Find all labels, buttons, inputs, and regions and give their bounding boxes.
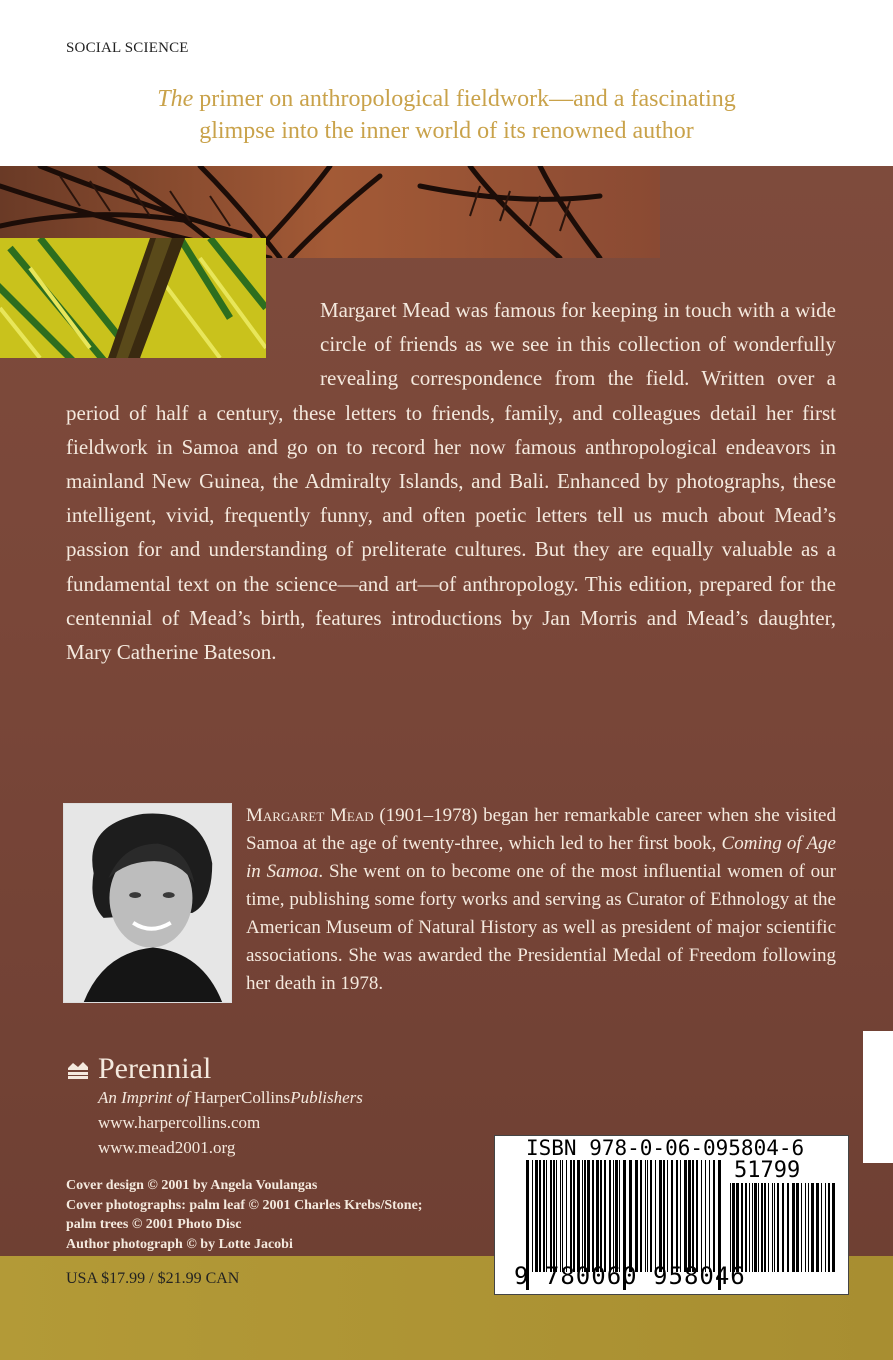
barcode-bar xyxy=(811,1183,814,1272)
barcode-bar xyxy=(562,1160,563,1272)
author-name: Margaret Mead xyxy=(246,805,374,826)
barcode-bar xyxy=(613,1160,614,1272)
barcode-bar xyxy=(604,1160,606,1272)
barcode-bar xyxy=(587,1160,590,1272)
barcode-bar xyxy=(832,1183,835,1272)
barcode-bar xyxy=(741,1183,743,1272)
barcode-bar xyxy=(787,1183,789,1272)
barcode-bar xyxy=(782,1183,784,1272)
credit-line: Author photograph © by Lotte Jacobi xyxy=(66,1236,293,1252)
website-mead2001: www.mead2001.org xyxy=(98,1138,236,1157)
barcode-bar xyxy=(645,1160,646,1272)
credit-line: Cover design © 2001 by Angela Voulangas xyxy=(66,1178,318,1193)
barcode-bar xyxy=(556,1160,557,1272)
barcode-bar xyxy=(680,1160,681,1272)
barcode-bar xyxy=(663,1160,665,1272)
barcode-bar xyxy=(774,1183,775,1272)
barcode-bar xyxy=(532,1160,533,1272)
harpercollins-logo-icon xyxy=(66,1058,90,1080)
website-harpercollins: www.harpercollins.com xyxy=(98,1113,261,1132)
barcode-bar xyxy=(732,1183,735,1272)
cover-credits xyxy=(66,1176,422,1254)
barcode-bar xyxy=(764,1183,766,1272)
book-title: Coming of Age in Samoa xyxy=(246,833,836,882)
barcode-bar xyxy=(570,1160,572,1272)
barcode-bar xyxy=(667,1160,668,1272)
barcode-bar xyxy=(713,1160,715,1272)
barcode-bar xyxy=(619,1160,620,1272)
barcode-bar xyxy=(701,1160,702,1272)
barcode-bar xyxy=(596,1160,599,1272)
barcode-bar xyxy=(688,1160,691,1272)
barcode-bar xyxy=(671,1160,673,1272)
tagline-line2: glimpse into the inner world of its renowned author xyxy=(199,118,694,144)
barcode-bar xyxy=(615,1160,618,1272)
barcode-bar xyxy=(655,1160,656,1272)
barcode-bar xyxy=(582,1160,583,1272)
author-bio: Margaret Mead (1901–1978) began her remarkable career when she visited Samoa at the age of twenty-three, which led to her first book, Coming of Age in Samoa. She went on to become one of the most influential women of our time, publishing some forty works and serving as Curator of Ethnology at the American Museum of Natural History as well as president of major scientific associations. She was awarded the Presidential Medal of Freedom following her death in 1978. xyxy=(246,805,837,994)
barcode-bar xyxy=(635,1160,638,1272)
barcode-bar xyxy=(709,1160,710,1272)
credit-line: palm trees © 2001 Photo Disc xyxy=(66,1217,242,1232)
isbn-number: ISBN 978-0-06-095804-6 xyxy=(526,1136,805,1160)
barcode-bar xyxy=(777,1183,779,1272)
barcode-bar xyxy=(609,1160,611,1272)
price-label: USA $17.99 / $21.99 CAN xyxy=(66,1270,240,1287)
barcode-bar xyxy=(640,1160,642,1272)
barcode-bar xyxy=(825,1183,826,1272)
barcode-bar xyxy=(676,1160,678,1272)
barcode-bar xyxy=(553,1160,555,1272)
barcode-bar xyxy=(600,1160,602,1272)
barcode-bar xyxy=(684,1160,687,1272)
barcode-bar xyxy=(752,1183,753,1272)
barcode-bar xyxy=(736,1183,739,1272)
barcode-bar xyxy=(768,1183,769,1272)
barcode-bar xyxy=(808,1183,809,1272)
author-photograph xyxy=(63,803,232,1003)
barcode-bar xyxy=(761,1183,763,1272)
barcode-bar xyxy=(573,1160,575,1272)
barcode-bar xyxy=(560,1160,561,1272)
barcode-bar xyxy=(539,1160,541,1272)
top-white-band xyxy=(0,0,893,166)
barcode-bar xyxy=(805,1183,806,1272)
barcode-bar xyxy=(535,1160,538,1272)
barcode-bar xyxy=(828,1183,830,1272)
price-code: 51799 xyxy=(734,1158,801,1183)
barcode-bar xyxy=(566,1160,567,1272)
barcode-bar xyxy=(801,1183,802,1272)
barcode-bar xyxy=(592,1160,594,1272)
credit-line: Cover photographs: palm leaf © 2001 Charles Krebs/Stone; xyxy=(66,1197,423,1213)
tagline-line1: primer on anthropological fieldwork—and a fascinating xyxy=(193,86,736,112)
barcode-bar xyxy=(696,1160,698,1272)
barcode-bar xyxy=(749,1183,750,1272)
barcode-bar xyxy=(792,1183,795,1272)
publisher-name: Perennial xyxy=(98,1052,212,1085)
barcode-bar xyxy=(650,1160,652,1272)
barcode-bar xyxy=(705,1160,706,1272)
category-label: SOCIAL SCIENCE xyxy=(66,40,189,56)
tagline xyxy=(40,83,853,147)
book-description xyxy=(66,293,836,669)
barcode-bar xyxy=(816,1183,819,1272)
barcode-bar xyxy=(745,1183,747,1272)
barcode-bar xyxy=(550,1160,552,1272)
barcode-bar xyxy=(821,1183,822,1272)
tagline-emphasis: The xyxy=(157,86,194,112)
barcode-bar xyxy=(577,1160,580,1272)
imprint-line: An Imprint of HarperCollinsPublishers xyxy=(98,1088,363,1107)
barcode-bar xyxy=(647,1160,648,1272)
barcode-bar xyxy=(730,1183,731,1272)
barcode-bar xyxy=(546,1160,547,1272)
barcode-bar xyxy=(659,1160,662,1272)
barcode-bar xyxy=(543,1160,545,1272)
barcode-bar xyxy=(584,1160,586,1272)
addon-barcode xyxy=(730,1183,836,1290)
ean-digits: 9 780060 958046 xyxy=(514,1262,746,1290)
barcode-bar xyxy=(692,1160,694,1272)
barcode-bar xyxy=(796,1183,799,1272)
barcode-bar xyxy=(758,1183,759,1272)
barcode-bar xyxy=(629,1160,632,1272)
white-edge-tab xyxy=(863,1031,893,1163)
barcode-bar xyxy=(772,1183,773,1272)
description-text: Margaret Mead was famous for keeping in touch with a wide circle of friends as we see in this collection of wonderfully revealing correspondence from the field. Written over a period of half a century, these letters to friends, family, and colleagues detail her first fieldwork in Samoa and go on to record her now famous anthropological endeavors in mainland New Guinea, the Admiralty Islands, and Bali. Enhanced by photographs, these intelligent, vivid, frequently funny, and often poetic letters tell us much about Mead’s passion for and understanding of preliterate cultures. But they are equally valuable as a fundamental text on the science—and art—of anthropology. This edition, prepared for the centennial of Mead’s birth, features introductions by Jan Morris and Mead’s daughter, Mary Catherine Bateson. xyxy=(66,298,836,665)
barcode-bar xyxy=(754,1183,757,1272)
